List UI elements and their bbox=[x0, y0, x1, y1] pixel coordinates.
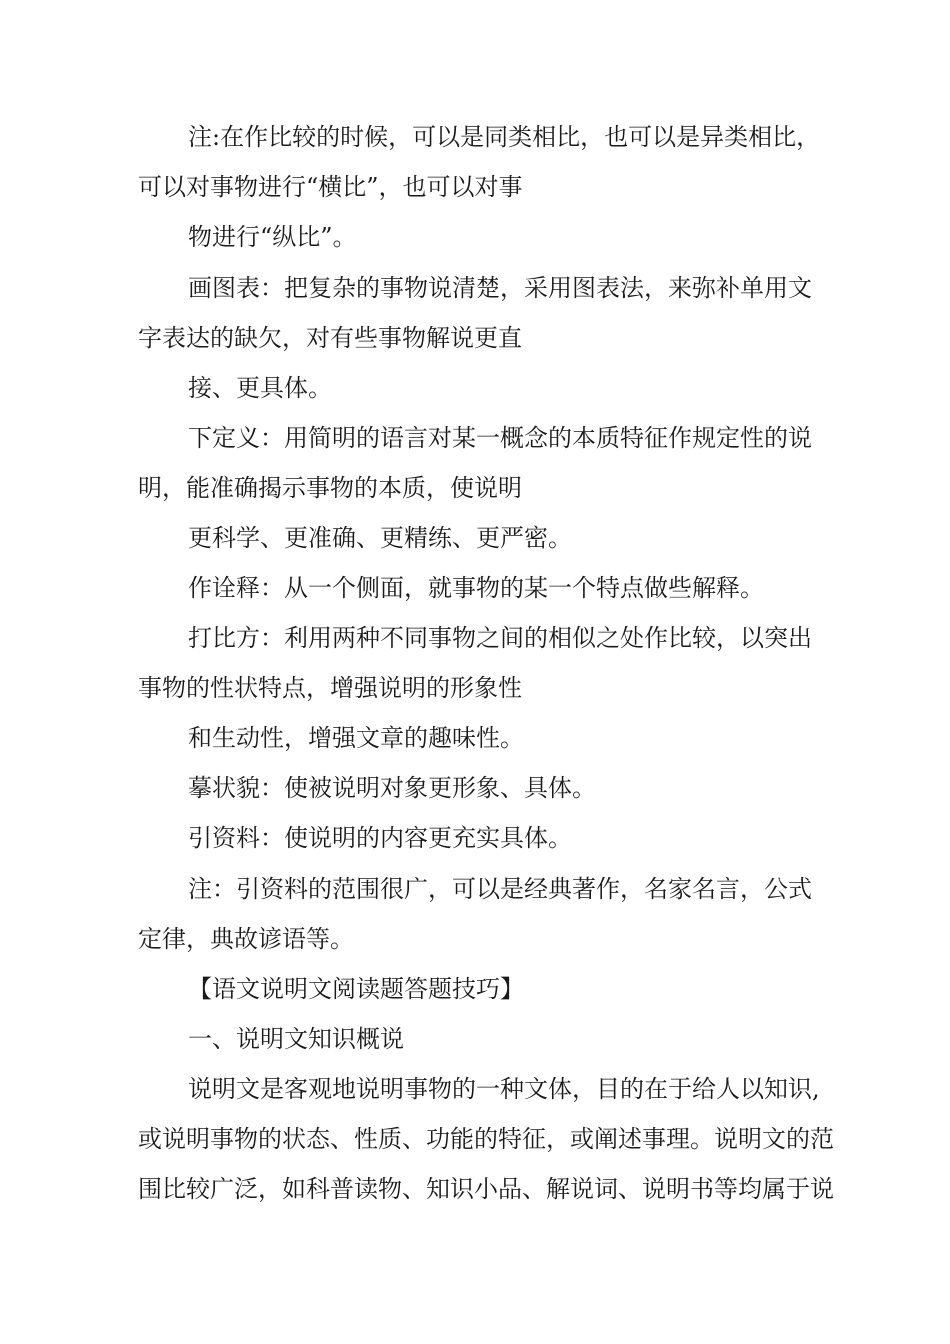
paragraph-expository-line-1: 说明文是客观地说明事物的一种文体，目的在于给人以知识, bbox=[188, 1075, 820, 1103]
paragraph-analogy-line-1: 打比方：利用两种不同事物之间的相似之处作比较，以突出 bbox=[188, 624, 812, 652]
section-heading-1: 一、说明文知识概说 bbox=[188, 1025, 404, 1053]
paragraph-definition-line-2: 明，能准确揭示事物的本质，使说明 bbox=[138, 474, 522, 502]
paragraph-expository-line-2: 或说明事物的状态、性质、功能的特征，或阐述事理。说明文的范 bbox=[138, 1125, 834, 1153]
paragraph-definition-line-1: 下定义：用简明的语言对某一概念的本质特征作规定性的说 bbox=[188, 424, 812, 452]
paragraph-citation-note-line-2: 定律，典故谚语等。 bbox=[138, 925, 354, 953]
paragraph-citation-note-line-1: 注：引资料的范围很广，可以是经典著作，名家名言，公式 bbox=[188, 875, 812, 903]
paragraph-description: 摹状貌：使被说明对象更形象、具体。 bbox=[188, 774, 596, 802]
paragraph-comparison-note-line-1: 注:在作比较的时候，可以是同类相比，也可以是异类相比， bbox=[188, 123, 821, 151]
paragraph-analogy-line-2: 事物的性状特点，增强说明的形象性 bbox=[138, 674, 522, 702]
paragraph-expository-line-3: 围比较广泛，如科普读物、知识小品、解说词、说明书等均属于说 bbox=[138, 1175, 834, 1203]
paragraph-citation: 引资料：使说明的内容更充实具体。 bbox=[188, 824, 572, 852]
paragraph-comparison-note-line-3: 物进行“纵比”。 bbox=[188, 223, 357, 251]
paragraph-definition-line-3: 更科学、更准确、更精练、更严密。 bbox=[188, 524, 572, 552]
section-title: 【语文说明文阅读题答题技巧】 bbox=[188, 975, 524, 1003]
paragraph-interpretation: 作诠释：从一个侧面，就事物的某一个特点做些解释。 bbox=[188, 574, 764, 602]
paragraph-chart-method-line-2: 字表达的缺欠，对有些事物解说更直 bbox=[138, 324, 522, 352]
paragraph-chart-method-line-3: 接、更具体。 bbox=[188, 374, 332, 402]
paragraph-chart-method-line-1: 画图表：把复杂的事物说清楚，采用图表法，来弥补单用文 bbox=[188, 274, 812, 302]
paragraph-comparison-note-line-2: 可以对事物进行“横比”，也可以对事 bbox=[138, 173, 523, 201]
paragraph-analogy-line-3: 和生动性，增强文章的趣味性。 bbox=[188, 724, 524, 752]
